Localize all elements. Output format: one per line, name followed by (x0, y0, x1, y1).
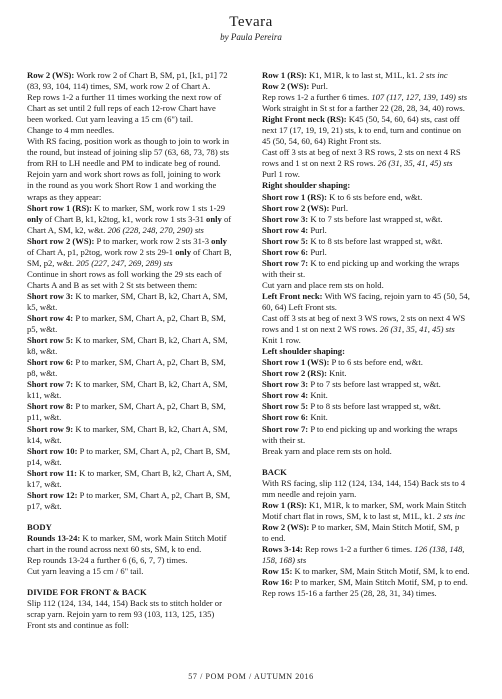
text-line (262, 258, 482, 269)
instruction-text: in the round as you work Short Row 1 and working the (27, 180, 217, 191)
text-line (262, 70, 482, 81)
bold-label: Short row 7: (262, 257, 311, 268)
bold-label: Row 2 (WS): (27, 70, 77, 80)
text-line (262, 533, 482, 544)
instruction-text: chart in the round across next 60 sts, SM, k to end. (27, 543, 202, 554)
text-line (27, 324, 249, 335)
instruction-text: Purl. (310, 224, 327, 235)
bold-label: Short row 4: (27, 313, 76, 324)
instruction-text: of (221, 213, 232, 224)
instruction-text: 45 (50, 54, 60, 64) Right Front sts. (262, 136, 382, 147)
bold-label: Short row 2 (WS): (262, 202, 332, 213)
text-line (27, 412, 249, 423)
text-line (27, 479, 249, 490)
instruction-text: P to marker, SM, Chart A, p2, Chart B, SM, (79, 489, 231, 500)
instruction-text: K to marker, SM, Chart B, k2, Chart A, SM, (75, 290, 228, 301)
text-line (262, 192, 482, 203)
instruction-text: p5, w&t. (27, 324, 58, 335)
instruction-text: of Chart B, k1, k2tog, k1, work row 1 sts 3-31 (44, 213, 207, 224)
bold-label: Row 16: (262, 577, 295, 588)
bold-label: Short row 1 (WS): (262, 357, 332, 368)
bold-label: Short row 3: (27, 290, 76, 301)
bold-label: Short row 2 (RS): (262, 368, 330, 379)
text-line (262, 424, 482, 435)
text-line (27, 390, 249, 401)
text-line (27, 457, 249, 468)
instruction-text: Knit 1 row. (262, 335, 301, 346)
bold-label: Row 1 (RS): (262, 499, 310, 510)
bold-label: Short row 2 (WS): (27, 235, 97, 246)
paragraph-gap (262, 457, 482, 467)
text-line (27, 280, 249, 291)
text-line (27, 192, 249, 203)
instruction-text: of Chart A, p1, p2tog, work row 2 sts 29-1 (27, 246, 176, 257)
instruction-text: K1, M1R, k to marker, SM, work Main Stitch (309, 499, 467, 510)
text-line (262, 511, 482, 522)
text-line (27, 103, 249, 114)
bold-label: Short row 8: (27, 401, 76, 412)
instruction-text: wraps as they appear: (27, 191, 102, 202)
instruction-text: been worked. Cut yarn leaving a 15 cm (6") tail. (27, 114, 194, 125)
pattern-title: Tevara (229, 14, 273, 30)
left-column (27, 70, 249, 631)
text-line (27, 346, 249, 357)
instruction-text: p8, w&t. (27, 368, 58, 379)
text-line (27, 446, 249, 457)
instruction-text: P to end picking up and working the wraps (310, 423, 458, 434)
text-line (27, 169, 249, 180)
text-line (262, 357, 482, 368)
instruction-text: K45 (50, 54, 60, 64) sts, cast off (348, 114, 460, 125)
text-line (262, 214, 482, 225)
text-line (262, 203, 482, 214)
instruction-text: Purl. (331, 202, 349, 213)
section-heading: DIVIDE FOR FRONT & BACK (27, 587, 147, 598)
instruction-text: Purl. (311, 81, 328, 92)
text-line (262, 291, 482, 302)
text-line (27, 214, 249, 225)
bold-label: Short row 5: (262, 401, 311, 412)
bold-label: Short row 6: (262, 246, 311, 257)
instruction-text: the round, but instead of joining slip 57 (63, 68, 73, 78) sts (27, 147, 229, 158)
instruction-text: K to marker, SM, Chart B, k2, Chart A, SM, (75, 335, 228, 346)
instruction-text: K to 7 sts before last wrapped st, w&t. (310, 213, 443, 224)
section-heading: BACK (262, 466, 287, 477)
instruction-text: Slip 112 (124, 134, 144, 154) Back sts to stitch holder or (27, 598, 222, 609)
text-line (262, 489, 482, 500)
text-line (27, 236, 249, 247)
instruction-text: rows and 1 st on next 2 RS rows. (262, 158, 378, 169)
instruction-text: K to marker, SM, work row 1 sts 1-29 (94, 202, 226, 213)
instruction-text: K to 8 sts before last wrapped st, w&t. (310, 235, 443, 246)
text-line (262, 236, 482, 247)
text-line (262, 313, 482, 324)
bold-label: only (211, 235, 227, 246)
instruction-text: from RH to LH needle and PM to indicate beg of round. (27, 158, 221, 169)
text-line (262, 401, 482, 412)
text-line (262, 225, 482, 236)
instruction-text: p11, w&t. (27, 412, 62, 423)
instruction-text: Continue in short rows as foll working the 29 sts each of (27, 268, 222, 279)
text-line (27, 490, 249, 501)
bold-label: Short row 10: (27, 445, 80, 456)
stitch-count: 26 (31, 35, 41, 45) sts (379, 324, 455, 335)
instruction-text: scrap yarn. Rejoin yarn to rem 93 (103, 113, 125, 135) (27, 609, 215, 620)
stitch-count: 206 (228, 248, 270, 290) sts (107, 224, 204, 235)
instruction-text: Rep rows 1-2 a further 6 times. (304, 543, 415, 554)
bold-label: Short row 3: (262, 379, 311, 390)
page-footer: 57 / POM POM / AUTUMN 2016 (188, 672, 314, 681)
text-line (27, 114, 249, 125)
instruction-text: p17, w&t. (27, 500, 62, 511)
instruction-text: with their st. (262, 268, 306, 279)
bold-label: Short row 9: (27, 423, 76, 434)
text-line (27, 379, 249, 390)
bold-label: Short row 7: (262, 423, 311, 434)
text-line (27, 424, 249, 435)
instruction-text: Charts A and B as set with 2 St sts between them: (27, 279, 198, 290)
text-line (27, 555, 249, 566)
instruction-text: k8, w&t. (27, 346, 58, 357)
text-line (262, 125, 482, 136)
instruction-text: Purl. (310, 246, 327, 257)
text-line (262, 346, 482, 357)
text-line (262, 390, 482, 401)
text-line (262, 180, 482, 191)
instruction-text: with their st. (262, 434, 306, 445)
text-line (262, 324, 482, 335)
bold-label: Row 1 (RS): (262, 70, 310, 80)
instruction-text: Rep rows 15-16 a farther 25 (28, 28, 31, 34) times. (262, 588, 437, 599)
bold-label: Row 15: (262, 566, 295, 577)
stitch-count: 126 (138, 148, (414, 543, 465, 554)
instruction-text: With RS facing, slip 112 (124, 134, 144, 154) Back sts to 4 (262, 477, 466, 488)
instruction-text: k11, w&t. (27, 390, 62, 401)
bold-label: Row 2 (WS): (262, 81, 312, 92)
paragraph-gap (27, 577, 249, 587)
instruction-text: K to marker, SM, Chart B, k2, Chart A, SM, (75, 423, 228, 434)
instruction-text: K1, M1R, k to last st, M1L, k1. (309, 70, 420, 80)
text-line (27, 435, 249, 446)
text-line (27, 180, 249, 191)
text-line (262, 412, 482, 423)
instruction-text: Chart A, SM, k2, w&t. (27, 224, 108, 235)
bold-label: Short row 4: (262, 390, 311, 401)
bold-label: Right Front neck (RS): (262, 114, 349, 125)
bold-label: Rounds 13-24: (27, 532, 83, 543)
text-line (262, 379, 482, 390)
text-line (262, 577, 482, 588)
instruction-text: K to marker, SM, Chart B, k2, Chart A, SM, (79, 467, 232, 478)
instruction-text: P to marker, SM, Chart A, p2, Chart B, SM, (75, 313, 226, 324)
instruction-text: Knit. (310, 390, 328, 401)
instruction-text: Cut yarn leaving a 15 cm / 6" tail. (27, 566, 144, 577)
text-line (262, 555, 482, 566)
text-line (262, 335, 482, 346)
text-line (262, 136, 482, 147)
instruction-text: P to marker, SM, Main Stitch Motif, SM, p (311, 521, 460, 532)
text-line (27, 70, 249, 81)
text-line (27, 247, 249, 258)
instruction-text: K to marker, SM, Chart B, k2, Chart A, SM, (75, 379, 228, 390)
text-line (27, 125, 249, 136)
instruction-text: Purl 1 row. (262, 169, 300, 180)
text-line (262, 269, 482, 280)
instruction-text: Front sts and continue as foll: (27, 620, 129, 631)
text-line (27, 313, 249, 324)
instruction-text: K to 6 sts before end, w&t. (329, 191, 423, 202)
stitch-count: 2 sts inc (419, 70, 448, 80)
text-line (27, 136, 249, 147)
instruction-text: P to 7 sts before last wrapped st, w&t. (310, 379, 441, 390)
instruction-text: Chart as set until 2 full reps of each 12-row Chart have (27, 103, 216, 114)
instruction-text: mm needle and rejoin yarn. (262, 488, 357, 499)
stitch-count: 107 (117, 127, 139, 149) sts (371, 92, 468, 103)
stitch-count: 26 (31, 35, 41, 45) sts (377, 158, 453, 169)
instruction-text: of Chart B, (191, 246, 232, 257)
text-line (262, 158, 482, 169)
bold-label: only (206, 213, 222, 224)
instruction-text: Rep rows 1-2 a further 6 times. (262, 92, 372, 103)
text-line (262, 247, 482, 258)
bold-label: Short row 12: (27, 489, 80, 500)
instruction-text: k5, w&t. (27, 301, 58, 312)
text-line (27, 225, 249, 236)
designer-byline: by Paula Pereira (220, 32, 282, 42)
instruction-text: P to 8 sts before last wrapped st, w&t. (310, 401, 441, 412)
instruction-text: Cast off 3 sts at beg of next 3 WS rows, 2 sts on next 4 WS (262, 313, 466, 324)
instruction-text: P to marker, SM, Chart A, p2, Chart B, SM, (79, 445, 231, 456)
instruction-text: next 17 (17, 19, 19, 21) sts, k to end, turn and continue on (262, 125, 462, 136)
right-column (262, 70, 482, 599)
instruction-text: With RS facing, position work as though to join to work in (27, 136, 230, 147)
text-line (262, 435, 482, 446)
instruction-text: K to marker, SM, Main Stitch Motif, SM, k to end. (294, 566, 470, 577)
text-line (262, 368, 482, 379)
text-line (27, 609, 249, 620)
text-line (27, 544, 249, 555)
text-line (262, 446, 482, 457)
paragraph-gap (27, 512, 249, 522)
instruction-text: P to marker, SM, Main Stitch Motif, SM, p to end. (294, 577, 468, 588)
instruction-text: Work straight in St st for a farther 22 (28, 28, 34, 40) rows. (262, 103, 465, 114)
instruction-text: Motif chart flat in rows, SM, k to last st, M1L, k1. (262, 510, 437, 521)
text-line (27, 501, 249, 512)
instruction-text: Rep rounds 13-24 a further 6 (6, 6, 7, 7) times. (27, 555, 188, 566)
instruction-text: Rejoin yarn and work short rows as foll, joining to work (27, 169, 221, 180)
bold-label: Rows 3-14: (262, 543, 305, 554)
bold-label: Short row 1 (RS): (27, 202, 95, 213)
instruction-text: P to marker, SM, Chart A, p2, Chart B, SM, (75, 357, 226, 368)
bold-label: Short row 3: (262, 213, 311, 224)
instruction-text: p14, w&t. (27, 456, 62, 467)
instruction-text: rows and 1 st on next 2 WS rows. (262, 324, 380, 335)
text-line (262, 92, 482, 103)
text-line (262, 114, 482, 125)
stitch-count: 205 (227, 247, 269, 289) sts (76, 257, 173, 268)
text-line (262, 544, 482, 555)
bold-label: Short row 6: (262, 412, 311, 423)
bold-label: Short row 6: (27, 357, 76, 368)
instruction-text: Rep rows 1-2 a further 11 times working the next row of (27, 92, 222, 103)
bold-label: Row 2 (WS): (262, 521, 312, 532)
text-line (262, 478, 482, 489)
text-line (27, 258, 249, 269)
instruction-text: P to marker, SM, Chart A, p2, Chart B, SM, (75, 401, 226, 412)
text-line (262, 103, 482, 114)
instruction-text: Cut yarn and place rem sts on hold. (262, 279, 384, 290)
instruction-text: With WS facing, rejoin yarn to 45 (50, 54, (324, 290, 470, 301)
stitch-count: 158, 168) sts (262, 555, 307, 566)
text-line (262, 169, 482, 180)
text-line (27, 368, 249, 379)
text-line (27, 357, 249, 368)
text-line (27, 158, 249, 169)
text-line (27, 203, 249, 214)
bold-label: Right shoulder shaping: (262, 180, 351, 191)
stitch-count: 2 sts inc (436, 510, 466, 521)
text-line (262, 588, 482, 599)
text-line (27, 335, 249, 346)
instruction-text: SM, p2, w&t. (27, 257, 77, 268)
bold-label: only (175, 246, 191, 257)
section-heading: BODY (27, 521, 52, 532)
bold-label: Short row 1 (RS): (262, 191, 330, 202)
instruction-text: Change to 4 mm needles. (27, 125, 115, 136)
bold-label: Left shoulder shaping: (262, 346, 345, 357)
text-line (262, 302, 482, 313)
text-line (27, 81, 249, 92)
instruction-text: K to end picking up and working the wraps (310, 257, 460, 268)
text-line (27, 566, 249, 577)
instruction-text: P to 6 sts before end, w&t. (331, 357, 423, 368)
text-line (27, 401, 249, 412)
instruction-text: P to marker, work row 2 sts 31-3 (96, 235, 212, 246)
instruction-text: Knit. (329, 368, 347, 379)
bold-label: Short row 4: (262, 224, 311, 235)
text-line (262, 81, 482, 92)
text-line (27, 598, 249, 609)
text-line (27, 147, 249, 158)
instruction-text: Knit. (310, 412, 328, 423)
bold-label: Short row 7: (27, 379, 76, 390)
instruction-text: (83, 93, 104, 114) times, SM, work row 2 of Chart A. (27, 81, 211, 92)
instruction-text: Cast off 3 sts at beg of next 3 RS rows, 2 sts on next 4 RS (262, 147, 461, 158)
bold-label: only (27, 213, 45, 224)
text-line (262, 500, 482, 511)
text-line (262, 522, 482, 533)
text-line (27, 533, 249, 544)
text-line (262, 566, 482, 577)
instruction-text: K to marker, SM, work Main Stitch Motif (82, 532, 227, 543)
text-line (27, 620, 249, 631)
instruction-text: to end. (262, 532, 286, 543)
page-header (0, 14, 502, 43)
bold-label: Short row 11: (27, 467, 80, 478)
bold-label: Short row 5: (27, 335, 76, 346)
instruction-text: Work row 2 of Chart B, SM, p1, [k1, p1] 72 (76, 70, 228, 80)
text-line (27, 92, 249, 103)
text-line (27, 291, 249, 302)
instruction-text: k14, w&t. (27, 434, 62, 445)
bold-label: Short row 5: (262, 235, 311, 246)
instruction-text: 60, 64) Left Front sts. (262, 301, 337, 312)
text-line (27, 302, 249, 313)
text-line (27, 468, 249, 479)
instruction-text: Break yarn and place rem sts on hold. (262, 445, 392, 456)
text-line (262, 280, 482, 291)
text-line (262, 147, 482, 158)
text-line (27, 269, 249, 280)
instruction-text: k17, w&t. (27, 478, 62, 489)
bold-label: Left Front neck: (262, 290, 325, 301)
